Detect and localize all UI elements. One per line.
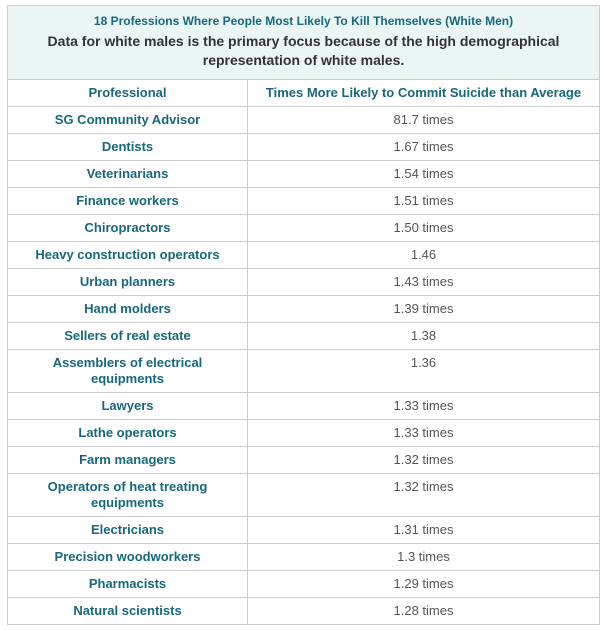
profession-cell: Veterinarians [8,161,248,188]
table-row [8,393,600,420]
table-row [8,517,600,544]
profession-cell: Hand molders [8,296,248,323]
table-title-block [8,6,600,80]
title-row [8,6,600,80]
value-cell: 1.36 [248,350,600,393]
value-cell: 1.50 times [248,215,600,242]
table-row [8,296,600,323]
value-cell: 1.43 times [248,269,600,296]
table-row [8,269,600,296]
profession-cell: Operators of heat treating equipments [8,474,248,517]
profession-cell: Dentists [8,134,248,161]
column-header-times: Times More Likely to Commit Suicide than Average [248,80,600,107]
value-cell: 1.46 [248,242,600,269]
table-row [8,447,600,474]
value-cell: 1.33 times [248,393,600,420]
table-title: 18 Professions Where People Most Likely To Kill Themselves (White Men) [93,14,514,28]
table-row [8,350,600,393]
table-row [8,161,600,188]
table-row [8,134,600,161]
value-cell: 1.67 times [248,134,600,161]
table-row [8,242,600,269]
table-row [8,420,600,447]
table-row [8,598,600,625]
table-row [8,215,600,242]
value-cell: 1.51 times [248,188,600,215]
profession-cell: Sellers of real estate [8,323,248,350]
table-row [8,474,600,517]
table-row [8,188,600,215]
profession-cell: Urban planners [8,269,248,296]
professions-table [7,5,600,625]
profession-cell: Farm managers [8,447,248,474]
value-cell: 1.31 times [248,517,600,544]
profession-cell: Heavy construction operators [8,242,248,269]
profession-cell: Assemblers of electrical equipments [8,350,248,393]
profession-cell: Pharmacists [8,571,248,598]
table-body [8,107,600,625]
value-cell: 1.28 times [248,598,600,625]
table-row [8,571,600,598]
value-cell: 1.29 times [248,571,600,598]
table-row [8,107,600,134]
profession-cell: Natural scientists [8,598,248,625]
profession-cell: Lawyers [8,393,248,420]
value-cell: 1.33 times [248,420,600,447]
value-cell: 1.32 times [248,447,600,474]
value-cell: 81.7 times [248,107,600,134]
column-header-row [8,80,600,107]
value-cell: 1.38 [248,323,600,350]
table-row [8,544,600,571]
value-cell: 1.54 times [248,161,600,188]
profession-cell: SG Community Advisor [8,107,248,134]
profession-cell: Finance workers [8,188,248,215]
value-cell: 1.3 times [248,544,600,571]
value-cell: 1.32 times [248,474,600,517]
profession-cell: Chiropractors [8,215,248,242]
profession-cell: Precision woodworkers [8,544,248,571]
profession-cell: Electricians [8,517,248,544]
profession-cell: Lathe operators [8,420,248,447]
column-header-professional: Professional [8,80,248,107]
table-row [8,323,600,350]
table-subtitle: Data for white males is the primary focus because of the high demographical representation of white males. [47,33,560,68]
table-head [8,6,600,107]
value-cell: 1.39 times [248,296,600,323]
